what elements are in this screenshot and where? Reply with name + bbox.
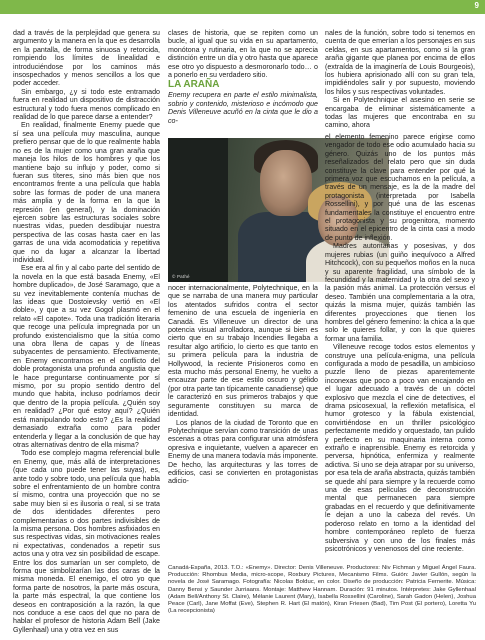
article-column-3-bottom [325, 133, 475, 553]
paragraph: Sin embargo, ¿y si todo este entramado fuera en realidad un dispositivo de distracción estructural y todo fuera menos complicado en realidad de lo que parece darse a entender? [13, 87, 160, 122]
paragraph: Los planos de la ciudad de Toronto que en Polytechnique servían como transición de unas escenas a otras para configurar una atmósfera opresiva e inquietante, vuelven a aparecer en Enemy de una manera todavía más imponente. De hecho, las arquitecturas y las torres de edificios, casi se convierten en protagonistas adicio- [168, 418, 318, 486]
paragraph: el elemento femenino parece erigirse como vengador de todo ese odio acumulado hacia su género. Quizás uno de los puntos más reseñalizados del relato pero que sin duda constituye la clave para entender por qué la primera voz que escuchamos en la película, a través de un mensaje, es la de la madre del protagonista (interpretada por Isabella Rossellini), y por qué una de las escenas fundamentales la constituye el encuentro entre el protagonista y su progenitora, momento situado en el epicentro de la cinta casi a modo de punto de inflexión. [325, 133, 475, 242]
article-column-2-bottom [168, 284, 318, 486]
paragraph: nales de la función, sobre todo si tenemos en cuenta de que emerían a los personajes en sus celdas, en sus apartamentos, como si la gran araña gigante que planea por encima de ellos (extraída de la imaginería de Louis Bourgeois), los hubiera aprisionado allí con su gran tela, impidiéndoles salir y por supuesto, moviendo los hilos y sus respectivas voluntades. [325, 29, 475, 96]
photo-dark-doorway [168, 138, 228, 282]
paragraph: clases de historia, que se repiten como un bucle, al igual que su vida en su apartamento, monótona y rutinaria, en la que no se aprecia distinción entre un día y otro hasta que aparece ese otro yo dispuesto a desmoronarlo todo… o a ponerlo en su verdadero sitio. [168, 29, 318, 80]
top-color-band [0, 0, 485, 14]
paragraph: Ese era al fin y al cabo parte del sentido de la novela en la que está basada Enemy, «El hombre duplicado», de José Saramago, que a su vez inevitablemente contenía muchas de las ideas que Dostoievsky vertió en «El doble», y que a su vez Gogol plasmó en el relato «El capote». Toda una tradición literaria que recoge una película impregnada por un profundo existencialismo que la sitúa como una obra llena de capas y de líneas subyacentes de pensamiento. Efectivamente, en Enemy encontramos en el conflicto del doble protagonista una profunda angustia que le hace preguntarse continuamente por sí mismo, por su propio sentido dentro del mundo que habita, incluso podríamos decir que dentro de la propia película. ¿Quién soy en realidad? ¿Por qué estoy aquí? ¿Quién está manipulando todo esto? ¿Es la realidad demasiado extraña como para poder entenderla y llegar a la conclusión de que hay otras alternativas dentro de ella misma? [13, 264, 160, 449]
paragraph: Todo ese complejo magma referencial bulle en Enemy, que, más allá de interpretaciones (que cada uno puede tener las suyas), es, ante todo y sobre todo, una película que habla sobre el enfrentamiento de un hombre contra sí mismo, contra una proyección que no se sabe muy bien si es ilusoria o real, si se trata de dos identidades diferentes pero complementarias o dos partes indivisibles de la misma persona. Dos hombres asfixiados en sus respectivas vidas, sin motivaciones reales ni expectativas, condenados a repetir sus actos una y otra vez sin posibilidad de escape. Entre los dos sumarían un ser completo, de forma que simbolizarían las dos caras de la misma moneda. El enemigo, el otro yo que forma parte de nosotros, la parte más oscura, la parte más espectral, la que contiene los deseos en contraposición a la razón, la que nos conduce a ese caos del que no para de hablar el profesor de historia Adam Bell (Jake Gyllenhaal) una y otra vez en sus [13, 449, 160, 634]
section-heading: LA ARAÑA [168, 79, 220, 91]
film-credits: Canadá-España, 2013. T.O.: «Enemy». Director: Denis Villeneuve. Productores: Niv Fichman y Miguel Ángel Faura. Producción: Rhombus Media, micro-scope, Roxbury Pictures, Mecanismo Films. Guión: Javier Gullón, según la novela de José Saramago. Fotografía: Nicolas Bolduc, en color. Diseño de producción: Patricia Fernerite. Música: Danny Bensi y Saunder Jurriaans. Montaje: Matthew Hannam. Duración: 91 minutos. Intérpretes: Jake Gyllenhaal (Adam Bell/Anthony St. Claire), Mélanie Laurent (Mary), Isabella Rossellini (Caroline), Sarah Gadon (Helen), Joshua Peace (Carl), Jane Moffat (Eve), Stephen R. Hart (El matón), Kiran Friesen (Bad), Tim Post (El portero), Loretta Yu (La recepcionista) [168, 565, 476, 615]
article-column-3-top [325, 29, 475, 130]
paragraph: Si en Polytechnique el asesino en serie se encargaba de eliminar sistemáticamente a todas las mujeres que encontraba en su camino, ahora [325, 96, 475, 130]
paragraph: Madres autoritarias y posesivas, y dos mujeres rubias (un guiño inequívoco a Alfred Hitchcock), con su pequeños moños en la nuca y su aparente fragilidad, una símbolo de la fecundidad y la maternidad y la otra del sexo y la pasión más animal. La protección versus el deseo. También una complementaria a la otra, quizás la misma mujer, quizás también las diferentes proyecciones que tienen los hombres del género femenino: la chica a la que solo le quieres follar, y con la que quieres formar una familia. [325, 242, 475, 343]
paragraph: nocer internacionalmente, Polytechnique, en la que se narraba de una manera muy particular los atentados sufridos contra el sector femenino de una escuela de ingeniería en Canadá. Es Villeneuve un director de una potencia visual arrolladora, aunque si bien es cierto que en su trabajo Incendies llegaba a resultar algo artificio, lo cierto es que tanto en su primera película para la industria de Hollywood, la reciente Prisioneros como en esta mucho más personal Enemy, he vuelto a encauzar parte de ese estilo oscuro y gélido (por otra parte tan típicamente canadiense) que le caracterizó en sus primeros trabajos y que seguramente constituyen su marca de identidad. [168, 284, 318, 419]
article-column-1 [13, 29, 160, 634]
section-lead: Enemy recupera en parte el estilo minimalista, sobrio y contenido, misterioso e incómodo que Denis Villeneuve acuñó en la cinta que le dio a co- [168, 91, 318, 125]
photo-credit: © Pathé [172, 274, 190, 279]
paragraph: dad a través de la perplejidad que genera su argumento y la manera en la que es desarrolla en la pantalla, de forma sinuosa y retorcida, rompiendo los límites de linealidad e introduciéndose por los caminos más insospechados y menos sencillos a los que poder acceder. [13, 29, 160, 88]
paragraph: Villeneuve recoge todos estos elementos y construye una película-enigma, una película configurada a modo de pesadilla, un ambicioso puzzle lleno de piezas aparentemente inconexas que poco a poco van encajando en el lugar adecuado a través de un cóctel explosivo que mezcla el cine de detectives, el drama psicosexual, la reflexión metafísica, el humor grotesco y la fábula existencial, convirtiéndose en un thriller psicológico perfectamente medido y orquestado, tan pulido y perfecto en su maquinaria interna como extraño e inaprensible. Enemy es retorcida y perversa, hipnótica, enfermiza y realmente adictiva. Si uno se deja atrapar por su universo, por esa tela de araña abstracta, quizás también se quede ahí para siempre y la recuerde como una de esas películas de deconstrucción mental que permanecen para siempre grabadas en el recuerdo y que definitivamente le dejan a uno la cabeza del revés. Un poderoso relato en torno a la identidad del hombre contemporáneo repleto de fuerza subversiva y con uno de los finales más psicotrónicos y venenosos del cine reciente. [325, 343, 475, 553]
article-column-2-top [168, 29, 318, 125]
photo-man-face [260, 150, 312, 216]
paragraph: En realidad, finalmente Enemy puede que sí sea una película muy masculina, aunque prefiero pensar que de lo que realmente habla no es de la mujer como una gran araña que maneja los hilos de los hombres y que los mantiene bajo su influjo y poder, como si fueran sus títeres, sino más bien que nos encontramos frente a una película que habla sobre las formas de poder de una manera más amplia y de la forma en la que la represión (en general), y la dominación ejercen sobre las estructuras sociales sobre nuestras vidas, pueden desdibujar nuestra perspectiva de las cosas hasta caer en las garras de una vida acomodaticia y repetitiva que no da lugar a alcanzar la libertad individual. [13, 121, 160, 264]
page-number: 9 [474, 1, 479, 10]
